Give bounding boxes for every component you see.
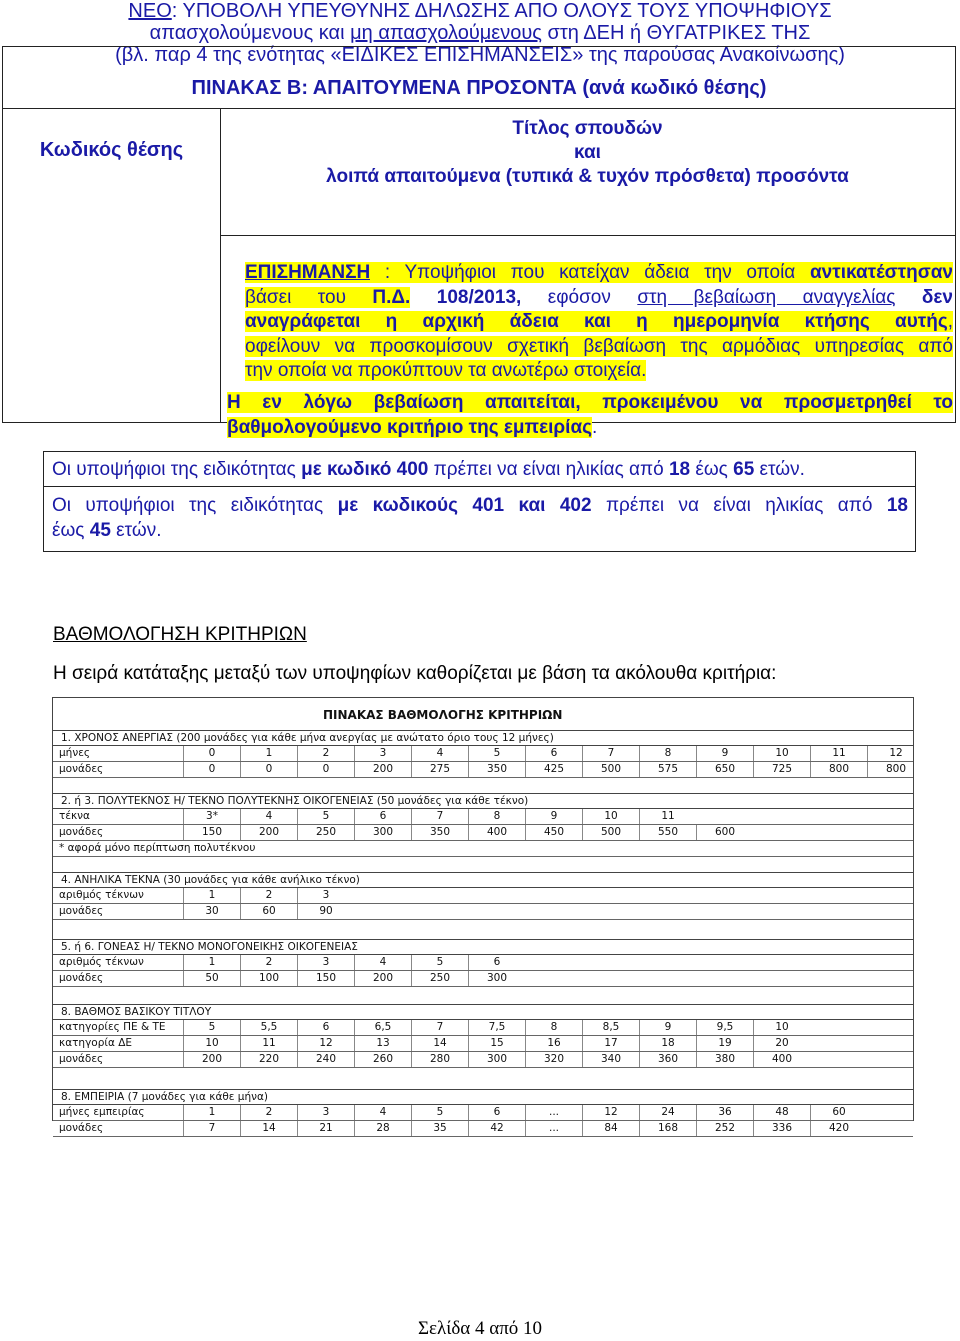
scoring-cell: 9,5 <box>716 1021 734 1033</box>
scoring-cell: 1 <box>265 747 273 759</box>
scoring-cell: 7 <box>436 810 444 822</box>
criteria-intro: Η σειρά κατάταξης μεταξύ των υποψηφίων καθορίζεται με βάση τα ακόλουθα κριτήρια: <box>53 663 777 684</box>
scoring-row-label: * αφορά μόνο περίπτωση πολυτέκνου <box>59 842 256 854</box>
scoring-cell: 380 <box>714 1053 736 1065</box>
scoring-cell: 650 <box>714 763 736 775</box>
scoring-cell: 5,5 <box>260 1021 278 1033</box>
scoring-cell: 7,5 <box>488 1021 506 1033</box>
scoring-cell: 11 <box>661 810 675 822</box>
scoring-cell: 90 <box>319 905 333 917</box>
header-line1: : ΥΠΟΒΟΛΗ ΥΠΕΥΘΥΝΗΣ ΔΗΛΩΣΗΣ ΑΠΟ ΟΛΟΥΣ ΤΟΥΣ ΥΠΟΨΗΦΙΟΥΣ <box>171 0 832 22</box>
notice-text-bold: βαθμολογούμενο κριτήριο της εμπειρίας <box>227 417 592 438</box>
scoring-cell: 3 <box>322 889 330 901</box>
scoring-cell: 275 <box>429 763 451 775</box>
scoring-cell: 30 <box>205 905 219 917</box>
age-row-400 <box>52 459 805 481</box>
notice-line <box>227 415 953 440</box>
scoring-cell: 3* <box>206 810 218 822</box>
age-max: 65 <box>733 459 755 480</box>
scoring-cell: 84 <box>604 1122 618 1134</box>
scoring-cell: 8 <box>664 747 672 759</box>
scoring-row <box>53 1052 913 1068</box>
scoring-cell: 50 <box>205 972 219 984</box>
scoring-cell: 6 <box>379 810 387 822</box>
scoring-cell: 420 <box>828 1122 850 1134</box>
notice-header <box>0 0 960 22</box>
scoring-row <box>53 888 913 904</box>
scoring-table-image <box>52 697 914 1134</box>
scoring-cell: 9 <box>664 1021 672 1033</box>
scoring-cell: 12 <box>889 747 903 759</box>
footer-page: 4 <box>474 1318 485 1339</box>
scoring-cell: 35 <box>433 1122 447 1134</box>
scoring-cell: 252 <box>714 1122 736 1134</box>
scoring-cell: 42 <box>490 1122 504 1134</box>
scoring-cell: 4 <box>379 1106 387 1118</box>
scoring-cell: 2 <box>265 889 273 901</box>
scoring-cell: 600 <box>714 826 736 838</box>
scoring-cell: ... <box>548 1106 559 1118</box>
notice-paragraph <box>245 261 953 384</box>
scoring-row <box>53 904 913 920</box>
scoring-cell: 200 <box>372 763 394 775</box>
scoring-cell: 425 <box>543 763 565 775</box>
scoring-cell: 250 <box>315 826 337 838</box>
scoring-cell: 4 <box>436 747 444 759</box>
scoring-row-label: κατηγορία ΔΕ <box>59 1037 133 1049</box>
scoring-block <box>53 939 913 987</box>
age-min: 18 <box>886 495 908 516</box>
scoring-cell: 0 <box>208 763 216 775</box>
scoring-cell: 20 <box>775 1037 789 1049</box>
scoring-cell: 6 <box>322 1021 330 1033</box>
scoring-cell: 450 <box>543 826 565 838</box>
scoring-row-label: μονάδες <box>59 1053 104 1065</box>
scoring-cell: 5 <box>436 1106 444 1118</box>
scoring-cell: 2 <box>265 1106 273 1118</box>
scoring-cell: 200 <box>258 826 280 838</box>
scoring-row-label: μονάδες <box>59 905 104 917</box>
scoring-cell: 0 <box>208 747 216 759</box>
qualifications-header <box>220 117 955 189</box>
scoring-cell: 300 <box>486 1053 508 1065</box>
scoring-cell: 2 <box>265 956 273 968</box>
scoring-cell: 11 <box>262 1037 276 1049</box>
scoring-row <box>53 1036 913 1052</box>
header-line2-a: απασχολούμενους και <box>149 22 351 44</box>
scoring-cell: 16 <box>547 1037 561 1049</box>
scoring-cell: 340 <box>600 1053 622 1065</box>
age-text: Οι υποψήφιοι της ειδικότητας <box>52 495 338 516</box>
scoring-cell: 6 <box>493 956 501 968</box>
scoring-cell: 5 <box>208 1021 216 1033</box>
scoring-block <box>53 730 913 778</box>
scoring-row-label: αριθμός τέκνων <box>59 889 144 901</box>
scoring-cell: 200 <box>372 972 394 984</box>
notice-text-bold: 108/2013, <box>410 286 522 308</box>
notice-label: ΕΠΙΣΗΜΑΝΣΗ <box>245 262 371 283</box>
age-line <box>52 493 908 518</box>
scoring-cell: 1 <box>208 956 216 968</box>
scoring-cell: 400 <box>771 1053 793 1065</box>
age-row-401-402 <box>52 493 908 543</box>
scoring-cell: 360 <box>657 1053 679 1065</box>
scoring-cell: 3 <box>322 956 330 968</box>
scoring-row <box>53 1020 913 1036</box>
notice-text-underlined: στη βεβαίωση αναγγελίας <box>637 286 896 308</box>
scoring-block-heading: 1. ΧΡΟΝΟΣ ΑΝΕΡΓΙΑΣ (200 μονάδες για κάθε μήνα ανεργίας με ανώτατο όριο τους 12 μήνες) <box>53 730 913 746</box>
scoring-cell: 550 <box>657 826 679 838</box>
scoring-cell: 5 <box>493 747 501 759</box>
scoring-cell: 60 <box>262 905 276 917</box>
age-text: ετών. <box>110 520 162 541</box>
notice-line <box>245 261 953 286</box>
scoring-cell: 168 <box>657 1122 679 1134</box>
scoring-cell: 9 <box>721 747 729 759</box>
scoring-cell: 5 <box>436 956 444 968</box>
scoring-cell: 150 <box>315 972 337 984</box>
scoring-row <box>53 746 913 762</box>
scoring-cell: 500 <box>600 826 622 838</box>
scoring-row-label: μήνες εμπειρίας <box>59 1106 145 1118</box>
age-requirements-box <box>43 451 916 552</box>
scoring-cell: 12 <box>319 1037 333 1049</box>
scoring-row <box>53 841 913 857</box>
scoring-row-label: τέκνα <box>59 810 90 822</box>
scoring-cell: 100 <box>258 972 280 984</box>
notice-text-bold: αντικατέστησαν <box>809 262 953 283</box>
scoring-block-heading: 2. ή 3. ΠΟΛΥΤΕΚΝΟΣ Η/ ΤΕΚΝΟ ΠΟΛΥΤΕΚΝΗΣ ΟΙΚΟΓΕΝΕΙΑΣ (50 μονάδες για κάθε τέκνο) <box>53 793 913 809</box>
scoring-cell: 11 <box>832 747 846 759</box>
scoring-cell: 6,5 <box>374 1021 392 1033</box>
scoring-cell: 500 <box>600 763 622 775</box>
scoring-row <box>53 1105 913 1121</box>
scoring-cell: 2 <box>322 747 330 759</box>
age-divider <box>44 486 915 487</box>
scoring-cell: 28 <box>376 1122 390 1134</box>
scoring-row-label: μονάδες <box>59 972 104 984</box>
scoring-row-label: μήνες <box>59 747 91 759</box>
scoring-cell: 0 <box>265 763 273 775</box>
notice-line <box>245 335 953 360</box>
scoring-cell: 10 <box>775 1021 789 1033</box>
scoring-cell: 15 <box>490 1037 504 1049</box>
scoring-cell: 7 <box>607 747 615 759</box>
scoring-cell: 4 <box>265 810 273 822</box>
scoring-cell: 240 <box>315 1053 337 1065</box>
scoring-cell: 1 <box>208 889 216 901</box>
scoring-block-heading: 5. ή 6. ΓΟΝΕΑΣ Η/ ΤΕΚΝΟ ΜΟΝΟΓΟΝΕΙΚΗΣ ΟΙΚΟΓΕΝΕΙΑΣ <box>53 939 913 955</box>
notice-text: εφόσον <box>521 286 638 308</box>
notice-text: , <box>947 311 953 332</box>
scoring-cell: 3 <box>322 1106 330 1118</box>
scoring-cell: 4 <box>379 956 387 968</box>
scoring-cell: 1 <box>208 1106 216 1118</box>
scoring-row <box>53 825 913 841</box>
scoring-cell: 18 <box>661 1037 675 1049</box>
notice-text: βάσει του <box>245 286 373 308</box>
scoring-cell: 8,5 <box>602 1021 620 1033</box>
scoring-cell: 3 <box>379 747 387 759</box>
scoring-block <box>53 872 913 920</box>
scoring-cell: 36 <box>718 1106 732 1118</box>
criteria-heading: ΒΑΘΜΟΛΟΓΗΣΗ ΚΡΙΤΗΡΙΩΝ <box>53 624 307 645</box>
scoring-block <box>53 1004 913 1068</box>
position-code-header: Κωδικός θέσης <box>39 139 184 161</box>
scoring-cell: 10 <box>604 810 618 822</box>
scoring-cell: 800 <box>828 763 850 775</box>
age-max: 45 <box>89 520 111 541</box>
scoring-cell: 10 <box>205 1037 219 1049</box>
requirements-table <box>2 46 956 438</box>
footer-total: 10 <box>523 1318 543 1339</box>
notice-header-line2 <box>0 22 960 44</box>
qualifications-header-l1: Τίτλος σπουδών <box>512 118 663 139</box>
scoring-cell: 260 <box>372 1053 394 1065</box>
scoring-cell: 17 <box>604 1037 618 1049</box>
scoring-cell: 8 <box>493 810 501 822</box>
notice-line <box>227 390 953 415</box>
scoring-cell: 12 <box>604 1106 618 1118</box>
scoring-cell: 350 <box>486 763 508 775</box>
footer-text: Σελίδα <box>417 1318 475 1339</box>
scoring-cell: 150 <box>201 826 223 838</box>
scoring-cell: 5 <box>322 810 330 822</box>
scoring-block-heading: 8. ΕΜΠΕΙΡΙΑ (7 μονάδες για κάθε μήνα) <box>53 1089 913 1105</box>
age-text: ετών. <box>754 459 805 480</box>
scoring-cell: 0 <box>322 763 330 775</box>
age-text: έως <box>52 520 90 541</box>
scoring-cell: 14 <box>262 1122 276 1134</box>
scoring-block-heading: 8. ΒΑΘΜΟΣ ΒΑΣΙΚΟΥ ΤΙΤΛΟΥ <box>53 1004 913 1020</box>
scoring-cell: 9 <box>550 810 558 822</box>
notice-paragraph-2 <box>227 390 953 440</box>
age-text: πρέπει να είναι ηλικίας από <box>428 459 669 480</box>
notice-line <box>245 359 953 384</box>
notice-text-bold: δεν <box>895 286 953 308</box>
scoring-cell: 300 <box>372 826 394 838</box>
scoring-cell: ... <box>548 1122 559 1134</box>
age-text-bold: με κωδικό 400 <box>301 459 429 480</box>
notice-text: : Υποψήφιοι που κατείχαν άδεια την οποία <box>370 262 810 283</box>
scoring-cell: 400 <box>486 826 508 838</box>
notice-header-line3: (βλ. παρ 4 της ενότητας «ΕΙΔΙΚΕΣ ΕΠΙΣΗΜΑΝΣΕΙΣ» της παρούσας Ανακοίνωσης) <box>115 44 845 66</box>
scoring-cell: 24 <box>661 1106 675 1118</box>
age-text-bold: με κωδικούς 401 και 402 <box>337 495 592 516</box>
header-line2-underlined: μη απασχολούμενους <box>350 22 542 44</box>
page-footer <box>0 1318 960 1340</box>
header-line2-b: στη ΔΕΗ ή ΘΥΓΑΤΡΙΚΕΣ ΤΗΣ <box>541 22 811 44</box>
scoring-cell: 250 <box>429 972 451 984</box>
scoring-row-label: μονάδες <box>59 1122 104 1134</box>
scoring-row <box>53 762 913 778</box>
scoring-cell: 60 <box>832 1106 846 1118</box>
notice-line <box>245 286 953 311</box>
scoring-cell: 13 <box>376 1037 390 1049</box>
scoring-cell: 7 <box>208 1122 216 1134</box>
scoring-cell: 280 <box>429 1053 451 1065</box>
scoring-cell: 48 <box>775 1106 789 1118</box>
scoring-row <box>53 809 913 825</box>
notice-text: . <box>592 417 598 438</box>
scoring-cell: 14 <box>433 1037 447 1049</box>
scoring-block <box>53 1089 913 1137</box>
scoring-cell: 6 <box>493 1106 501 1118</box>
scoring-row-label: αριθμός τέκνων <box>59 956 144 968</box>
notice-text-bold: αναγράφεται η αρχική άδεια και η ημερομηνία κτήσης αυτής <box>245 311 948 332</box>
qualifications-header-l2: και <box>574 142 601 163</box>
scoring-cell: 6 <box>550 747 558 759</box>
scoring-block <box>53 793 913 857</box>
scoring-cell: 320 <box>543 1053 565 1065</box>
scoring-cell: 336 <box>771 1122 793 1134</box>
scoring-block-heading: 4. ΑΝΗΛΙΚΑ ΤΕΚΝΑ (30 μονάδες για κάθε ανήλικο τέκνο) <box>53 872 913 888</box>
scoring-cell: 7 <box>436 1021 444 1033</box>
scoring-row <box>53 971 913 987</box>
scoring-cell: 350 <box>429 826 451 838</box>
scoring-row <box>53 1121 913 1137</box>
notice-line <box>245 310 953 335</box>
row-divider <box>220 235 955 236</box>
age-line <box>52 518 908 543</box>
scoring-row-label: μονάδες <box>59 763 104 775</box>
age-text: Οι υποψήφιοι της ειδικότητας <box>52 459 302 480</box>
scoring-cell: 800 <box>885 763 907 775</box>
scoring-cell: 725 <box>771 763 793 775</box>
scoring-cell: 10 <box>775 747 789 759</box>
scoring-cell: 200 <box>201 1053 223 1065</box>
age-min: 18 <box>668 459 691 480</box>
footer-text: από <box>484 1318 524 1339</box>
scoring-cell: 8 <box>550 1021 558 1033</box>
notice-text: την οποία να προκύπτουν τα ανωτέρω στοιχεία. <box>245 360 647 381</box>
scoring-table-title-row <box>53 698 913 730</box>
notice-text-bold: Π.Δ. <box>372 286 411 308</box>
notice-text: οφείλουν να προσκομίσουν σχετική βεβαίωση της αρμόδιας υπηρεσίας από <box>245 335 953 357</box>
qualifications-header-l3: λοιπά απαιτούμενα (τυπικά & τυχόν πρόσθετα) προσόντα <box>326 166 849 187</box>
scoring-table-title: ΠΙΝΑΚΑΣ ΒΑΘΜΟΛΟΓΗΣ ΚΡΙΤΗΡΙΩΝ <box>323 708 563 722</box>
header-new-label: ΝΕΟ <box>128 0 172 22</box>
scoring-cell: 575 <box>657 763 679 775</box>
age-text: έως <box>690 459 734 480</box>
scoring-row-label: μονάδες <box>59 826 104 838</box>
scoring-cell: 220 <box>258 1053 280 1065</box>
scoring-row <box>53 955 913 971</box>
scoring-row-label: κατηγορίες ΠΕ & ΤΕ <box>59 1021 166 1033</box>
scoring-cell: 19 <box>718 1037 732 1049</box>
notice-text-bold: Η εν λόγω βεβαίωση απαιτείται, προκειμένου να προσμετρηθεί το <box>227 392 953 413</box>
table-title: ΠΙΝΑΚΑΣ Β: ΑΠΑΙΤΟΥΜΕΝΑ ΠΡΟΣΟΝΤΑ (ανά κωδικό θέσης) <box>191 77 767 99</box>
scoring-cell: 21 <box>319 1122 333 1134</box>
age-text: πρέπει να είναι ηλικίας από <box>591 495 887 516</box>
scoring-cell: 300 <box>486 972 508 984</box>
